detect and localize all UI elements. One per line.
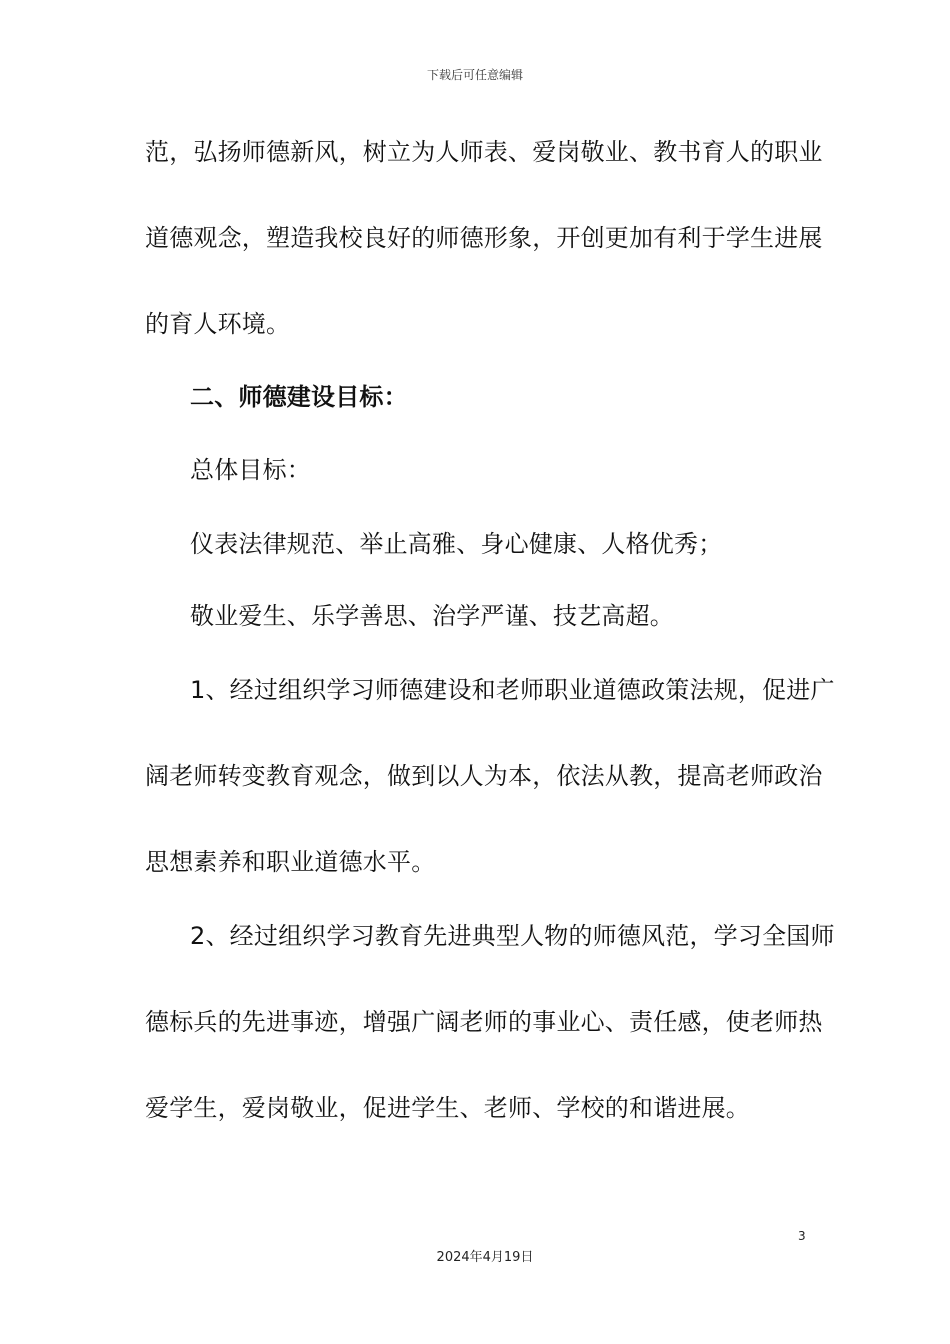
section-heading: 二、师德建设目标： (190, 383, 408, 411)
page-number: 3 (798, 1229, 806, 1243)
page-header: 下载后可任意编辑 (426, 68, 523, 82)
paragraph-line: 道德观念，塑造我校良好的师德形象，开创更加有利于学生进展 (145, 224, 823, 252)
paragraph-line: 德标兵的先进事迹，增强广阔老师的事业心、责任感，使老师热 (145, 1008, 823, 1036)
paragraph-line: 敬业爱生、乐学善思、治学严谨、技艺高超。 (190, 602, 674, 630)
paragraph-line: 仪表法律规范、举止高雅、身心健康、人格优秀； (190, 530, 723, 558)
subheading: 总体目标： (190, 456, 311, 484)
paragraph-line: 思想素养和职业道德水平。 (145, 848, 436, 876)
paragraph-line: 1、经过组织学习师德建设和老师职业道德政策法规，促进广 (190, 676, 835, 704)
paragraph-line: 范，弘扬师德新风，树立为人师表、爱岗敬业、教书育人的职业 (145, 138, 823, 166)
paragraph-line: 的育人环境。 (145, 310, 291, 338)
paragraph-line: 爱学生，爱岗敬业，促进学生、老师、学校的和谐进展。 (145, 1094, 750, 1122)
footer-date: 2024年4月19日 (436, 1250, 534, 1265)
paragraph-line: 2、经过组织学习教育先进典型人物的师德风范，学习全国师 (190, 922, 835, 950)
paragraph-line: 阔老师转变教育观念，做到以人为本，依法从教，提高老师政治 (145, 762, 823, 790)
